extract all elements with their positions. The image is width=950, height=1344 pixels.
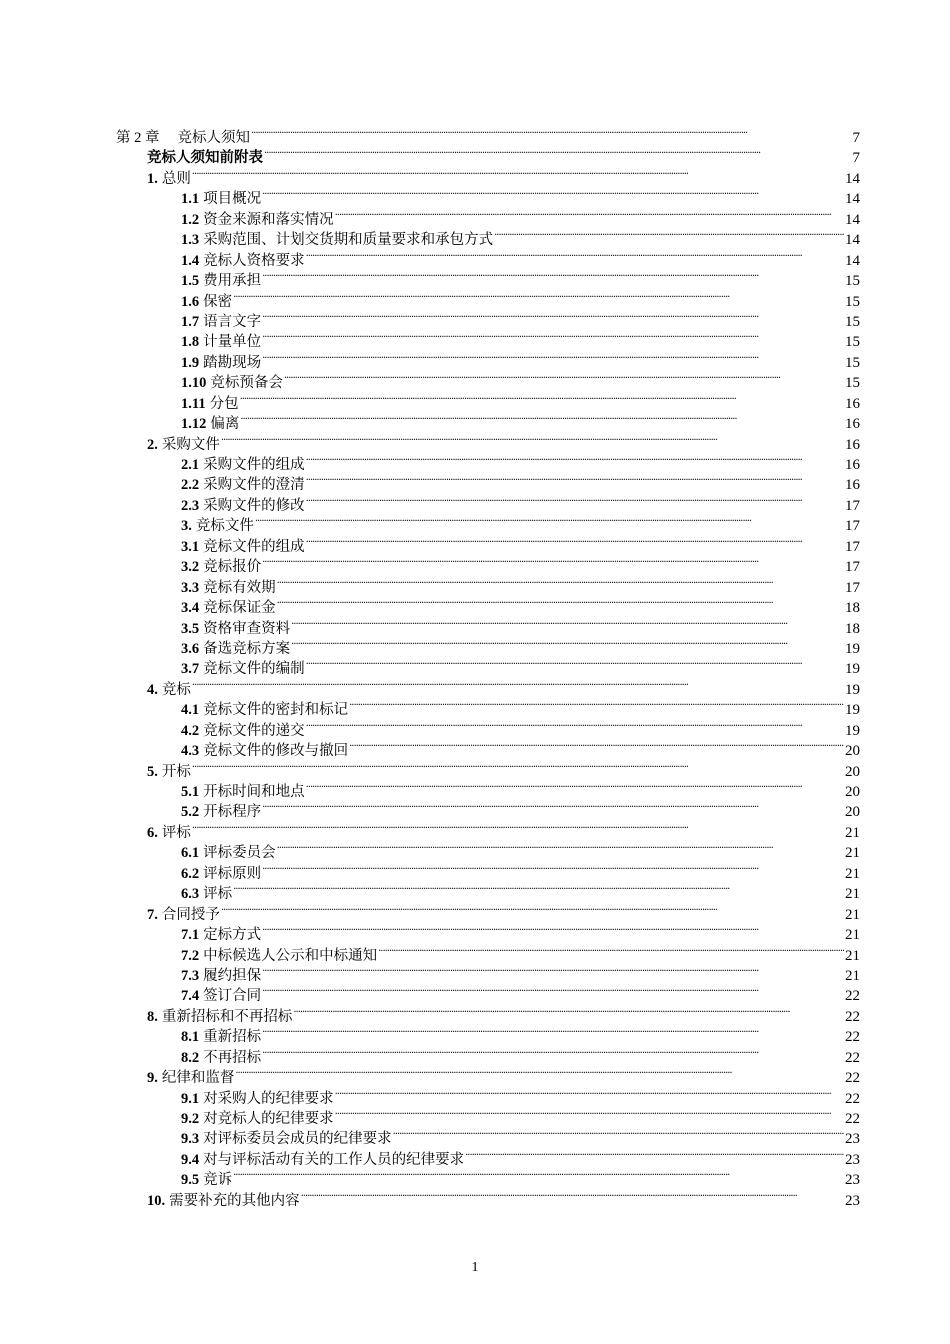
dot-leader <box>306 531 844 551</box>
toc-entry-title: 评标委员会 <box>203 845 276 862</box>
toc-entry-page: 16 <box>845 477 860 494</box>
toc-entry-number: 7.1 <box>181 927 200 944</box>
dot-leader <box>251 122 852 142</box>
toc-entry-page: 19 <box>845 681 860 698</box>
toc-entry[interactable] <box>0 613 950 637</box>
toc-entry[interactable] <box>0 1042 950 1066</box>
dot-leader <box>240 388 844 408</box>
toc-entry-page: 18 <box>845 620 860 637</box>
toc-entry-page: 21 <box>845 824 860 841</box>
toc-entry-number: 2.1 <box>181 457 200 473</box>
toc-entry-page: 14 <box>845 211 860 228</box>
toc-entry-page: 21 <box>845 947 860 964</box>
toc-entry-title: 开标时间和地点 <box>203 784 305 800</box>
table-of-contents <box>0 122 950 1209</box>
toc-entry-number: 9.5 <box>181 1172 200 1189</box>
toc-entry-number: 2. <box>147 436 158 453</box>
toc-entry[interactable] <box>0 326 950 351</box>
toc-entry-page: 21 <box>845 865 860 882</box>
toc-entry-page: 15 <box>845 273 860 290</box>
toc-entry-number: 4.2 <box>181 722 200 739</box>
toc-entry[interactable] <box>0 347 950 371</box>
toc-entry-title: 纪律和监督 <box>161 1070 235 1087</box>
toc-entry-number: 8. <box>147 1008 158 1025</box>
toc-entry-title: 竞标报价 <box>203 559 262 576</box>
toc-entry-title: 竞标人须知前附表 <box>147 149 263 167</box>
dot-leader <box>465 1144 844 1164</box>
dot-leader <box>221 429 844 449</box>
toc-entry[interactable] <box>0 1123 950 1148</box>
toc-entry[interactable] <box>0 980 950 1005</box>
toc-entry-number: 8.1 <box>181 1029 200 1046</box>
dot-leader <box>277 572 844 592</box>
toc-entry[interactable] <box>0 388 950 412</box>
toc-entry-number: 1.2 <box>181 211 200 228</box>
toc-entry-number: 6.2 <box>181 865 200 882</box>
dot-leader <box>262 796 844 816</box>
dot-leader <box>335 204 844 224</box>
toc-entry[interactable] <box>0 837 950 862</box>
toc-entry-number: 1.8 <box>181 334 200 351</box>
toc-entry-number: 1.12 <box>181 416 207 433</box>
toc-entry-title: 备选竞标方案 <box>203 640 291 657</box>
dot-leader <box>494 224 844 244</box>
toc-entry-page: 17 <box>845 518 860 535</box>
dot-leader <box>284 367 844 387</box>
toc-entry-title: 采购范围、计划交货期和质量要求和承包方式 <box>203 232 494 249</box>
toc-entry-number: 9.1 <box>181 1090 200 1107</box>
toc-entry-page: 22 <box>845 1090 860 1107</box>
toc-entry[interactable] <box>0 633 950 657</box>
toc-entry-page: 21 <box>845 967 860 984</box>
toc-entry-title: 重新招标 <box>203 1029 262 1046</box>
toc-entry-title: 竞标文件的递交 <box>203 722 305 739</box>
toc-entry[interactable] <box>0 531 950 555</box>
toc-entry-page: 19 <box>845 640 860 657</box>
toc-entry-number: 9.4 <box>181 1151 200 1168</box>
toc-entry[interactable] <box>0 1021 950 1046</box>
toc-entry-number: 1. <box>147 170 158 187</box>
toc-entry-page: 18 <box>845 600 860 617</box>
toc-entry-page: 15 <box>845 334 860 351</box>
dot-leader <box>192 817 844 837</box>
dot-leader <box>262 265 844 285</box>
toc-entry-title: 竞标文件的密封和标记 <box>203 702 349 719</box>
toc-entry-page: 16 <box>845 416 860 433</box>
dot-leader <box>301 1185 844 1205</box>
toc-entry-title: 竞标人资格要求 <box>203 252 305 269</box>
toc-entry-number: 9.2 <box>181 1111 200 1127</box>
toc-entry[interactable] <box>0 919 950 944</box>
toc-entry[interactable] <box>0 1001 950 1025</box>
toc-entry-title: 评标原则 <box>203 865 262 882</box>
toc-entry-title: 对与评标活动有关的工作人员的纪律要求 <box>203 1151 465 1168</box>
toc-entry-title: 竞诉 <box>203 1172 233 1189</box>
toc-entry[interactable] <box>0 1062 950 1087</box>
toc-entry-title: 踏勘现场 <box>203 354 262 371</box>
toc-entry-number: 6.1 <box>181 845 200 862</box>
dot-leader <box>306 715 844 735</box>
dot-leader <box>255 510 844 530</box>
toc-entry-number: 6. <box>147 824 158 841</box>
dot-leader <box>262 1042 844 1062</box>
toc-entry-title: 竞标文件 <box>195 518 254 535</box>
toc-entry[interactable] <box>0 122 950 146</box>
dot-leader <box>235 1062 844 1082</box>
toc-entry-title: 履约担保 <box>203 967 262 984</box>
toc-entry-number: 第 2 章 <box>116 130 160 146</box>
toc-entry-number: 5.1 <box>181 784 200 800</box>
toc-entry-title: 竞标保证金 <box>203 600 276 617</box>
toc-entry-number: 1.5 <box>181 273 200 290</box>
toc-entry[interactable] <box>0 674 950 698</box>
toc-entry-label <box>147 1191 300 1211</box>
toc-entry-page: 20 <box>845 804 860 821</box>
dot-leader <box>306 653 844 673</box>
toc-entry-title: 竞标文件的组成 <box>203 538 305 555</box>
toc-entry-page: 14 <box>845 170 860 187</box>
toc-entry-page: 21 <box>845 927 860 944</box>
dot-leader <box>306 469 844 489</box>
dot-leader <box>240 408 844 428</box>
toc-entry[interactable] <box>0 817 950 841</box>
toc-entry-number: 4.1 <box>181 702 200 719</box>
toc-entry-title: 开标 <box>161 763 191 780</box>
toc-entry-title: 语言文字 <box>203 313 262 330</box>
toc-entry-number: 9.3 <box>181 1131 200 1148</box>
dot-leader <box>335 1103 844 1123</box>
toc-entry-title: 重新招标和不再招标 <box>161 1008 293 1025</box>
toc-entry-title: 总则 <box>161 170 191 187</box>
toc-entry-number: 4. <box>147 681 158 698</box>
toc-entry[interactable] <box>0 490 950 514</box>
toc-entry-title: 评标 <box>203 886 233 903</box>
toc-entry-number: 1.10 <box>181 375 207 392</box>
toc-entry-number: 3.3 <box>181 579 200 596</box>
toc-entry[interactable] <box>0 224 950 249</box>
toc-entry-page: 17 <box>845 497 860 514</box>
toc-entry-title: 资金来源和落实情况 <box>203 211 334 228</box>
toc-entry-title: 评标 <box>161 824 191 841</box>
toc-entry[interactable] <box>0 796 950 821</box>
toc-entry-number: 8.2 <box>181 1049 200 1066</box>
toc-entry-page: 23 <box>845 1172 860 1189</box>
dot-leader <box>233 878 844 898</box>
dot-leader <box>291 633 844 653</box>
dot-leader <box>306 449 844 469</box>
dot-leader <box>262 919 844 939</box>
toc-entry-title: 竞标有效期 <box>203 579 276 596</box>
toc-entry-title: 项目概况 <box>203 191 262 208</box>
toc-entry-number: 4.3 <box>181 743 200 760</box>
toc-entry-number: 3.6 <box>181 640 200 657</box>
dot-leader <box>233 286 844 306</box>
toc-entry[interactable] <box>0 1083 950 1107</box>
toc-entry-page: 22 <box>845 1111 860 1127</box>
toc-entry-number: 5. <box>147 763 158 780</box>
dot-leader <box>192 756 844 776</box>
toc-entry-title: 采购文件的修改 <box>203 497 305 514</box>
toc-entry[interactable] <box>0 1185 950 1209</box>
toc-entry[interactable] <box>0 163 950 187</box>
toc-entry-number: 1.3 <box>181 232 200 249</box>
toc-entry-number: 1.1 <box>181 191 200 208</box>
toc-entry-title: 不再招标 <box>203 1049 262 1066</box>
toc-entry-page: 23 <box>845 1131 860 1148</box>
toc-entry-number: 3.5 <box>181 620 200 637</box>
toc-entry-title: 费用承担 <box>203 273 262 290</box>
toc-entry[interactable] <box>0 510 950 535</box>
toc-entry-page: 7 <box>852 150 860 167</box>
toc-entry-page: 20 <box>845 743 860 760</box>
toc-entry[interactable] <box>0 1164 950 1189</box>
toc-entry-title: 采购文件的澄清 <box>203 477 305 494</box>
toc-entry-page: 22 <box>845 1049 860 1066</box>
toc-entry-title: 竞标预备会 <box>210 375 283 392</box>
toc-entry-number: 3.4 <box>181 600 200 617</box>
toc-entry-title: 开标程序 <box>203 804 262 821</box>
toc-entry-title: 中标候选人公示和中标通知 <box>203 947 378 964</box>
toc-entry[interactable] <box>0 183 950 208</box>
toc-entry-page: 22 <box>845 1008 860 1025</box>
dot-leader <box>277 592 844 612</box>
toc-entry-number: 1.6 <box>181 293 200 310</box>
toc-entry[interactable] <box>0 367 950 392</box>
toc-entry-page: 22 <box>845 1029 860 1046</box>
toc-entry-page: 23 <box>845 1192 860 1209</box>
toc-entry[interactable] <box>0 960 950 984</box>
dot-leader <box>393 1123 844 1143</box>
toc-entry-title: 计量单位 <box>203 334 262 351</box>
toc-entry-page: 16 <box>845 436 860 453</box>
toc-entry[interactable] <box>0 1103 950 1127</box>
dot-leader <box>293 1001 844 1021</box>
toc-entry-line <box>147 1185 860 1211</box>
toc-entry-number: 3.2 <box>181 559 200 576</box>
toc-entry[interactable] <box>0 878 950 903</box>
toc-entry-page: 23 <box>845 1151 860 1168</box>
toc-entry-title: 定标方式 <box>203 927 262 944</box>
dot-leader <box>262 326 844 346</box>
toc-entry-number: 7.4 <box>181 988 200 1005</box>
toc-entry[interactable] <box>0 551 950 576</box>
dot-leader <box>233 1164 844 1184</box>
toc-entry-title: 需要补充的其他内容 <box>169 1192 300 1209</box>
toc-entry-page: 21 <box>845 906 860 923</box>
dot-leader <box>291 613 844 633</box>
toc-entry-title: 竞标文件的编制 <box>203 661 305 678</box>
toc-entry-title: 偏离 <box>210 416 240 433</box>
dot-leader <box>335 1083 844 1103</box>
toc-entry-title: 分包 <box>209 395 239 412</box>
toc-entry[interactable] <box>0 204 950 228</box>
dot-leader <box>262 347 844 367</box>
toc-entry[interactable] <box>0 715 950 739</box>
toc-entry-title: 资格审查资料 <box>203 620 291 637</box>
toc-entry-title: 采购文件的组成 <box>203 457 305 473</box>
toc-entry-page: 14 <box>845 232 860 249</box>
dot-leader <box>262 960 844 980</box>
toc-entry-page: 21 <box>845 845 860 862</box>
toc-entry[interactable] <box>0 429 950 453</box>
toc-entry[interactable] <box>0 306 950 330</box>
toc-entry-title: 签订合同 <box>203 988 262 1005</box>
toc-entry[interactable] <box>0 592 950 617</box>
dot-leader <box>306 776 844 796</box>
dot-leader <box>262 551 844 571</box>
toc-entry-number: 3.7 <box>181 661 200 678</box>
toc-entry[interactable] <box>0 245 950 269</box>
toc-entry-page: 20 <box>845 763 860 780</box>
toc-entry-number: 1.7 <box>181 313 200 330</box>
toc-entry-number: 7. <box>147 906 158 923</box>
dot-leader <box>349 735 844 755</box>
toc-entry-page: 19 <box>845 702 860 719</box>
toc-entry[interactable] <box>0 735 950 760</box>
toc-entry-page: 19 <box>845 661 860 678</box>
toc-entry[interactable] <box>0 694 950 719</box>
toc-entry[interactable] <box>0 469 950 494</box>
toc-entry-number: 5.2 <box>181 804 200 821</box>
toc-entry-number: 3. <box>181 518 192 535</box>
toc-entry[interactable] <box>0 940 950 964</box>
toc-entry-number: 3.1 <box>181 538 200 555</box>
dot-leader <box>378 940 844 960</box>
toc-entry-page: 15 <box>845 354 860 371</box>
toc-entry-number: 1.4 <box>181 252 200 269</box>
page-number: 1 <box>471 1260 479 1275</box>
toc-entry[interactable] <box>0 408 950 433</box>
toc-entry-number: 2.3 <box>181 497 200 514</box>
toc-entry[interactable] <box>0 653 950 678</box>
toc-entry-number: 1.9 <box>181 354 200 371</box>
toc-entry-page: 14 <box>845 252 860 269</box>
dot-leader <box>262 858 844 878</box>
dot-leader <box>262 183 844 203</box>
dot-leader <box>262 306 844 326</box>
toc-entry-page: 14 <box>845 191 860 208</box>
dot-leader <box>306 490 844 510</box>
toc-entry-page: 22 <box>845 988 860 1005</box>
toc-entry-title: 对采购人的纪律要求 <box>203 1090 334 1107</box>
toc-entry-page: 16 <box>845 395 860 412</box>
toc-entry[interactable] <box>0 572 950 596</box>
dot-leader <box>262 980 844 1000</box>
toc-entry[interactable] <box>0 776 950 800</box>
toc-entry-number: 7.2 <box>181 947 200 964</box>
toc-entry-number: 9. <box>147 1070 158 1087</box>
toc-entry[interactable] <box>0 858 950 882</box>
toc-entry-title: 对竞标人的纪律要求 <box>203 1111 334 1127</box>
toc-entry[interactable] <box>0 1144 950 1168</box>
toc-entry-page: 17 <box>845 559 860 576</box>
dot-leader <box>306 245 844 265</box>
toc-entry-title: 竞标 <box>161 681 191 698</box>
toc-entry-page: 20 <box>845 784 860 800</box>
toc-entry-number: 1.11 <box>181 395 206 412</box>
dot-leader <box>349 694 844 714</box>
toc-entry[interactable] <box>0 756 950 780</box>
toc-entry-page: 15 <box>845 293 860 310</box>
dot-leader <box>277 837 844 857</box>
toc-entry-page: 19 <box>845 722 860 739</box>
toc-entry[interactable] <box>0 142 950 167</box>
dot-leader <box>192 163 844 183</box>
toc-entry-title: 合同授予 <box>161 906 220 923</box>
toc-entry[interactable] <box>0 265 950 290</box>
toc-entry-title: 保密 <box>203 293 233 310</box>
toc-entry-title: 采购文件 <box>161 436 220 453</box>
toc-entry-title: 竞标文件的修改与撤回 <box>203 743 349 760</box>
toc-entry-title: 竞标人须知 <box>177 130 250 146</box>
toc-entry-page: 17 <box>845 538 860 555</box>
toc-entry-page: 21 <box>845 886 860 903</box>
dot-leader <box>192 674 844 694</box>
toc-entry-number: 10. <box>147 1192 166 1209</box>
toc-entry-page: 15 <box>845 313 860 330</box>
toc-entry-page: 17 <box>845 579 860 596</box>
dot-leader <box>262 1021 844 1041</box>
toc-entry-page: 16 <box>845 457 860 473</box>
toc-entry[interactable] <box>0 449 950 473</box>
toc-entry[interactable] <box>0 899 950 923</box>
dot-leader <box>264 142 852 162</box>
toc-entry-title: 对评标委员会成员的纪律要求 <box>203 1131 392 1148</box>
toc-entry-number: 6.3 <box>181 886 200 903</box>
toc-entry-page: 7 <box>852 130 860 146</box>
toc-entry-number: 7.3 <box>181 967 200 984</box>
toc-entry-number: 2.2 <box>181 477 200 494</box>
toc-entry-page: 15 <box>845 375 860 392</box>
toc-entry[interactable] <box>0 286 950 310</box>
toc-entry-page: 22 <box>845 1070 860 1087</box>
dot-leader <box>221 899 844 919</box>
